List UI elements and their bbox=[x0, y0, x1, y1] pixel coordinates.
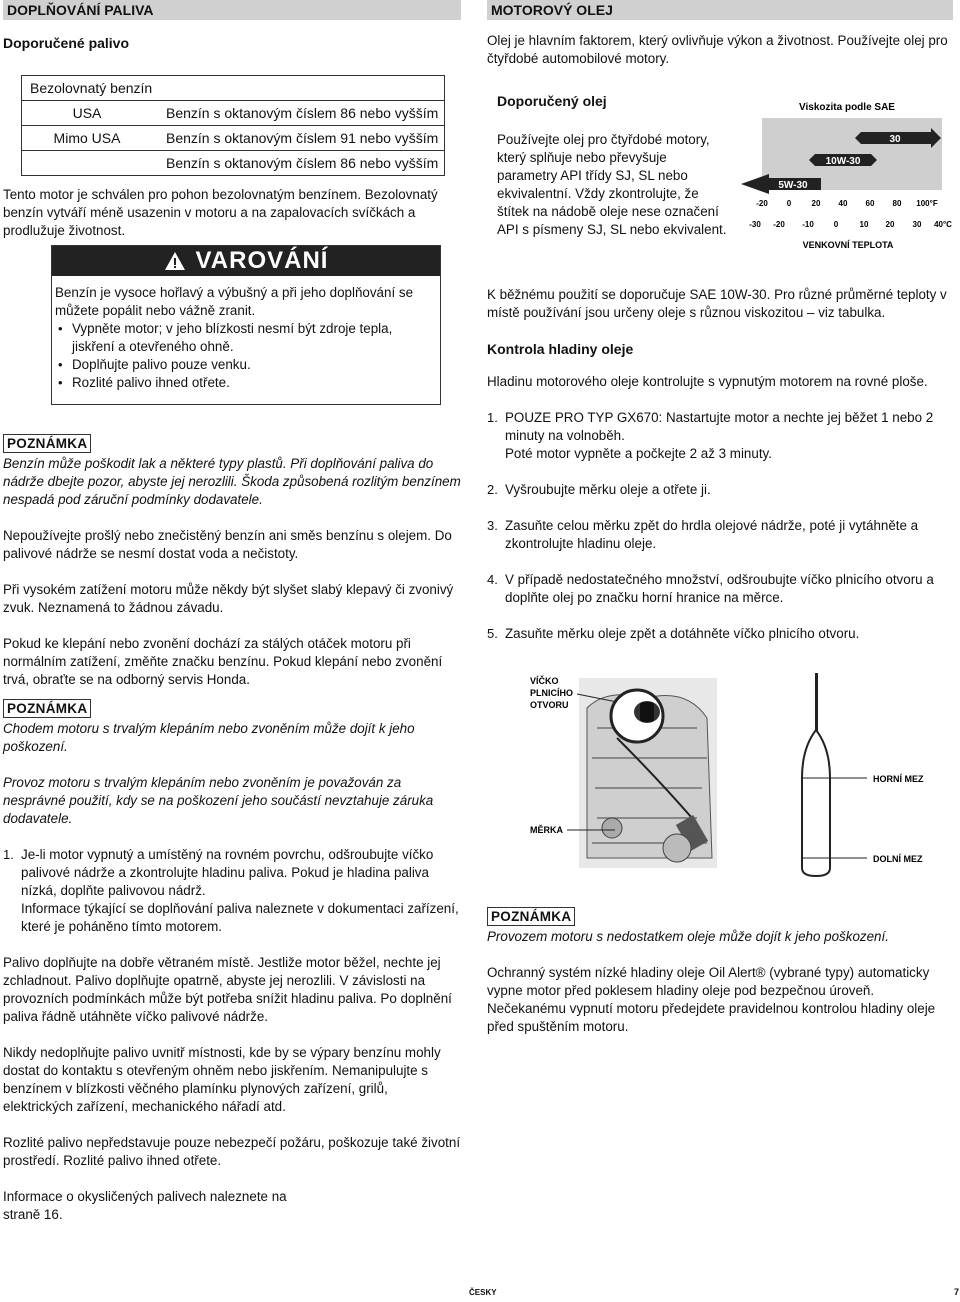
cap-label-line1: VÍČKO bbox=[530, 676, 559, 686]
warning-text: Benzín je vysoce hořlavý a výbušný a při jeho doplňování se můžete popálit nebo vážně zranit. bbox=[55, 285, 414, 318]
paragraph-misuse: Provoz motoru s trvalým klepáním nebo zvoněním je považován za nesprávné použití, kdy se na poškození jeho součástí nevztahuje záruka dodavatele. bbox=[3, 775, 434, 826]
fuel-region bbox=[22, 151, 152, 175]
paragraph-ventilated: Palivo doplňujte na dobře větraném místě. Jestliže motor běžel, nechte jej zchladnout. Palivo doplňujte opatrně, abyste jej nerozlili. V závislosti na provozních podmínkách může být potřeba snížit hladinu paliva. Po doplnění paliva řádně utáhněte víčko palivové nádrže. bbox=[3, 955, 452, 1024]
paragraph-knock: Při vysokém zatížení motoru může někdy být slyšet slabý klepavý či zvonivý zvuk. Neznamená to žádnou závadu. bbox=[3, 582, 454, 615]
step-text: Je-li motor vypnutý a umístěný na rovném povrchu, odšroubujte víčko palivové nádrže a zkontrolujte hladinu paliva. Pokud je hladina paliva nízká, doplňte palivovou nádrž. bbox=[21, 847, 434, 898]
warning-bullet-text: Vypněte motor; v jeho blízkosti nesmí být zdroje tepla, jiskření a otevřeného ohně. bbox=[72, 321, 393, 354]
viscosity-title: Viskozita podle SAE bbox=[799, 102, 895, 113]
f-tick: 20 bbox=[811, 199, 821, 208]
cap-label-line3: OTVORU bbox=[530, 700, 569, 710]
paragraph-general-use: K běžnému použití se doporučuje SAE 10W-30. Pro různé průměrné teploty v místě používání jsou určeny oleje s různou viskozitou – viz tabulka. bbox=[487, 287, 947, 320]
warning-header bbox=[52, 246, 440, 276]
section-title-fuel: DOPLŇOVÁNÍ PALIVA bbox=[3, 0, 461, 20]
engine-illustration bbox=[579, 678, 717, 868]
note-label: POZNÁMKA bbox=[3, 699, 91, 718]
f-tick: 0 bbox=[786, 199, 792, 208]
note-text: Provozem motoru s nedostatkem oleje může dojít k jeho poškození. bbox=[487, 929, 889, 944]
upper-limit-label: HORNÍ MEZ bbox=[873, 774, 924, 784]
fuel-table-row bbox=[22, 101, 444, 126]
f-tick: 60 bbox=[865, 199, 875, 208]
step-text: Zasuňte celou měrku zpět do hrdla olejové nádrže, poté ji vytáhněte a zkontrolujte hladinu oleje. bbox=[505, 518, 919, 551]
paragraph-knock-persist: Pokud ke klepání nebo zvonění dochází za stálých otáček motoru při normálním zatížení, změňte značku benzínu. Pokud klepání nebo zvonění trvá, obraťte se na odborný servis Honda. bbox=[3, 636, 443, 687]
warning-triangle-icon bbox=[164, 251, 186, 271]
step-extra: Poté motor vypněte a počkejte 2 až 3 minuty. bbox=[505, 446, 772, 461]
fuel-spec: Benzín s oktanovým číslem 86 nebo vyšším bbox=[166, 155, 439, 171]
dipstick-label: MĚRKA bbox=[530, 825, 563, 835]
step-text: Vyšroubujte měrku oleje a otřete ji. bbox=[505, 482, 711, 497]
viscosity-xlabel: VENKOVNÍ TEPLOTA bbox=[802, 240, 894, 250]
recommended-oil-text: Používejte olej pro čtyřdobé motory, který splňuje nebo převyšuje parametry API třídy SJ, SL nebo ekvivalentní. Vždy zkontrolujte, že štítek na nádobě oleje nese označení API s písmeny SJ, SL nebo ekvivalent. bbox=[497, 132, 727, 237]
warning-bullet: • Vypněte motor; v jeho blízkosti nesmí být zdroje tepla, jiskření a otevřeného ohně. bbox=[55, 320, 434, 356]
c-tick: 20 bbox=[885, 220, 895, 229]
fuel-table-header: Bezolovnatý benzín bbox=[22, 76, 444, 101]
page-number: 7 bbox=[954, 1287, 960, 1297]
fuel-spec: Benzín s oktanovým číslem 86 nebo vyšším bbox=[166, 105, 439, 121]
note-oil bbox=[487, 907, 953, 946]
section-title-oil: MOTOROVÝ OLEJ bbox=[487, 0, 953, 20]
dipstick-figure bbox=[487, 668, 953, 878]
dipstick-drawing bbox=[802, 673, 867, 876]
step-number: 4. bbox=[487, 572, 498, 587]
step-number: 5. bbox=[487, 626, 498, 641]
c-tick: -30 bbox=[749, 220, 761, 229]
warning-bullet-text: Rozlité palivo ihned otřete. bbox=[72, 375, 230, 390]
recommended-fuel-heading: Doporučené palivo bbox=[3, 35, 130, 51]
oil-step-1 bbox=[487, 409, 953, 463]
fuel-table bbox=[21, 75, 445, 176]
oil-step-3 bbox=[487, 517, 953, 553]
c-tick: 40°C bbox=[934, 220, 952, 229]
viscosity-chart bbox=[737, 82, 957, 262]
oil-step-4 bbox=[487, 571, 953, 607]
warning-title: VAROVÁNÍ bbox=[195, 247, 329, 274]
recommended-oil-area bbox=[487, 82, 953, 272]
recommended-oil-heading: Doporučený olej bbox=[497, 93, 607, 109]
grade-30-label: 30 bbox=[889, 134, 901, 145]
note-1 bbox=[3, 434, 461, 509]
lower-limit-label: DOLNÍ MEZ bbox=[873, 854, 923, 864]
paragraph-stale-fuel: Nepoužívejte prošlý nebo znečistěný benzín ani směs benzínu s olejem. Do palivové nádrže se nesmí dostat voda a nečistoty. bbox=[3, 528, 452, 561]
left-column bbox=[3, 0, 461, 1224]
fuel-spec: Benzín s oktanovým číslem 91 nebo vyšším bbox=[166, 130, 439, 146]
f-tick: -20 bbox=[756, 199, 768, 208]
warning-bullet: • Doplňujte palivo pouze venku. bbox=[58, 357, 251, 372]
paragraph-oxygenated: Informace o okysličených palivech naleznete na straně 16. bbox=[3, 1189, 287, 1222]
note-text: Chodem motoru s trvalým klepáním nebo zvoněním může dojít k jeho poškození. bbox=[3, 721, 415, 754]
grade-10w30-label: 10W-30 bbox=[825, 156, 861, 167]
note-2 bbox=[3, 699, 461, 756]
warning-bullet: • Rozlité palivo ihned otřete. bbox=[58, 375, 230, 390]
f-tick: 40 bbox=[838, 199, 848, 208]
note-label: POZNÁMKA bbox=[487, 907, 575, 926]
step-text: POUZE PRO TYP GX670: Nastartujte motor a nechte jej běžet 1 nebo 2 minuty na volnoběh. bbox=[505, 410, 934, 443]
fuel-step-1 bbox=[3, 846, 461, 936]
c-tick: 10 bbox=[859, 220, 869, 229]
f-tick: 100°F bbox=[916, 199, 938, 208]
step-extra: Informace týkající se doplňování paliva naleznete v dokumentaci zařízení, které je poháněno tímto motorem. bbox=[21, 901, 459, 934]
fuel-table-row bbox=[22, 151, 444, 175]
step-text: Zasuňte měrku oleje zpět a dotáhněte víčko plnicího otvoru. bbox=[505, 626, 860, 641]
oil-level-intro: Hladinu motorového oleje kontrolujte s vypnutým motorem na rovné ploše. bbox=[487, 374, 928, 389]
c-tick: -10 bbox=[802, 220, 814, 229]
warning-body bbox=[52, 276, 440, 392]
step-number: 2. bbox=[487, 482, 498, 497]
step-text: V případě nedostatečného množství, odšroubujte víčko plnicího otvoru a doplňte olej po značku horní hranice na měrce. bbox=[505, 572, 934, 605]
fuel-table-row bbox=[22, 126, 444, 151]
oil-level-heading: Kontrola hladiny oleje bbox=[487, 341, 634, 357]
f-tick: 80 bbox=[892, 199, 902, 208]
paragraph-oil-alert: Ochranný systém nízké hladiny oleje Oil Alert® (vybrané typy) automaticky vypne motor před poklesem hladiny oleje pod bezpečnou úroveň. Nečekanému vypnutí motoru předejdete pravidelnou kontrolou hladiny oleje před spuštěním motoru. bbox=[487, 965, 936, 1034]
right-column bbox=[487, 0, 953, 1036]
fuel-region: Mimo USA bbox=[53, 130, 121, 146]
fuel-region: USA bbox=[72, 105, 102, 121]
c-tick: -20 bbox=[773, 220, 785, 229]
note-text: Benzín může poškodit lak a některé typy plastů. Při doplňování paliva do nádrže dbejte pozor, abyste jej nerozlili. Škoda způsobená rozlitým benzínem nespadá pod záruční podmínky dodavatele. bbox=[3, 456, 461, 507]
step-number: 1. bbox=[487, 410, 498, 425]
paragraph-indoor: Nikdy nedoplňujte palivo uvnitř místnosti, kde by se výpary benzínu mohly dostat do kontaktu s otevřeným ohněm nebo jiskřením. Nemanipulujte s benzínem v blízkosti věčného plamínku plynových zařízení, grilů, elektrických zařízení, mechanického nářadí atd. bbox=[3, 1045, 441, 1114]
oil-step-5 bbox=[487, 625, 953, 643]
grade-5w30-label: 5W-30 bbox=[778, 180, 808, 191]
note-label: POZNÁMKA bbox=[3, 434, 91, 453]
warning-bullet-text: Doplňujte palivo pouze venku. bbox=[72, 357, 251, 372]
grade-10w30-bar bbox=[809, 154, 877, 167]
footer-language: ČESKY bbox=[469, 1288, 497, 1297]
step-number: 3. bbox=[487, 518, 498, 533]
cap-label-line2: PLNICÍHO bbox=[530, 688, 574, 698]
warning-box bbox=[51, 245, 441, 405]
oil-step-2 bbox=[487, 481, 953, 499]
paragraph-approved: Tento motor je schválen pro pohon bezolovnatým benzínem. Bezolovnatý benzín vytváří méně usazenin v motoru a na zapalovacích svíčkách a prodlužuje životnost. bbox=[3, 187, 438, 238]
paragraph-environment: Rozlité palivo nepředstavuje pouze nebezpečí požáru, poškozuje také životní prostředí. Rozlité palivo ihned otřete. bbox=[3, 1135, 461, 1168]
oil-intro: Olej je hlavním faktorem, který ovlivňuje výkon a životnost. Používejte olej pro čtyřdobé automobilové motory. bbox=[487, 33, 948, 66]
c-tick: 0 bbox=[833, 220, 839, 229]
step-number: 1. bbox=[3, 847, 14, 862]
c-tick: 30 bbox=[912, 220, 922, 229]
